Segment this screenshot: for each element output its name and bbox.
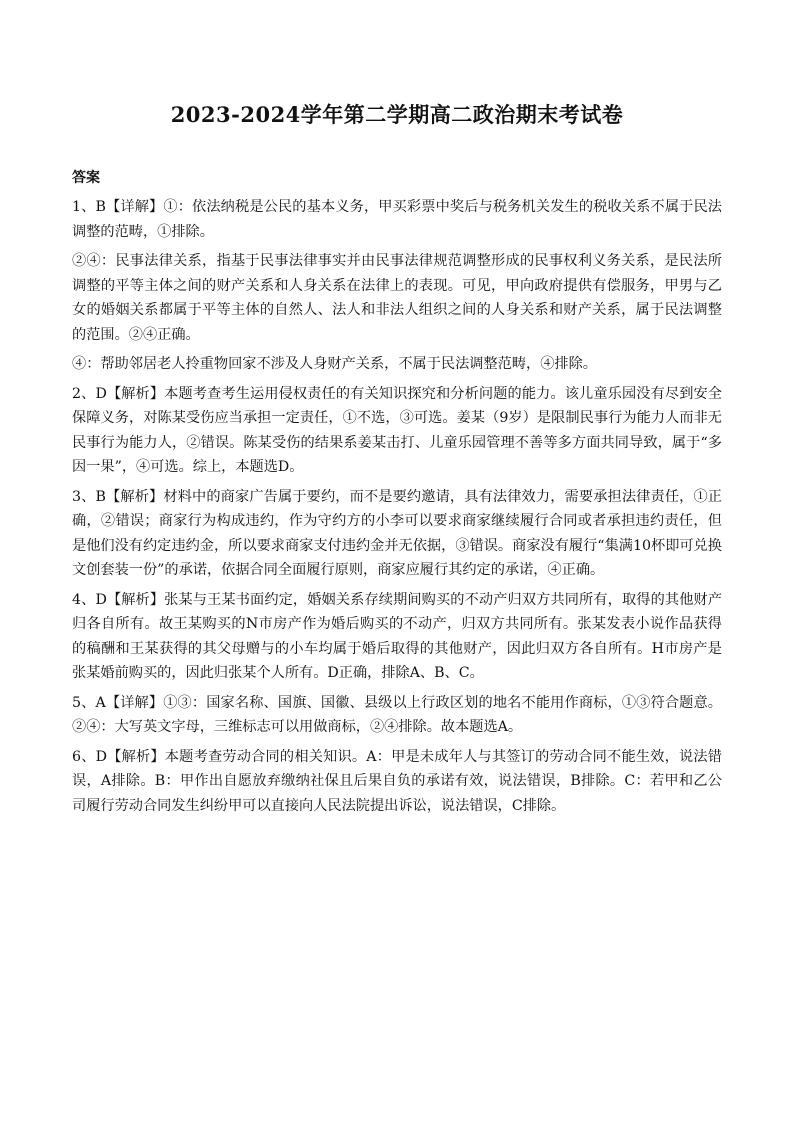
- answers-heading: 答案: [72, 170, 100, 186]
- answer-5-paragraph: 5、A【详解】①③：国家名称、国旗、国徽、县级以上行政区划的地名不能用作商标，①③符合题意。②④：大写英文字母，三维标志可以用做商标，②④排除。故本题选A。: [72, 694, 722, 735]
- answer-6-paragraph: 6、D【解析】本题考查劳动合同的相关知识。A：甲是未成年人与其签订的劳动合同不能生效，说法错误，A排除。B：甲作出自愿放弃缴纳社保且后果自负的承诺有效，说法错误，B排除。C：若甲和乙公司履行劳动合同发生纠纷甲可以直接向人民法院提出诉讼，说法错误，C排除。: [72, 748, 722, 814]
- answer-3-paragraph: 3、B【解析】材料中的商家广告属于要约，而不是要约邀请，具有法律效力，需要承担法律责任，①正确，②错误；商家行为构成违约，作为守约方的小李可以要求商家继续履行合同或者承担违约责任，但是他们没有约定违约金，所以要求商家支付违约金并无依据，③错误。商家没有履行“集满10杯即可兑换文创套装一份”的承诺，依据合同全面履行原则，商家应履行其约定的承诺，④正确。: [72, 488, 722, 578]
- answer-sheet-page: [72, 100, 722, 823]
- page-title: 2023-2024学年第二学期高二政治期末考试卷: [170, 102, 624, 127]
- answer-1-paragraph: 1、B【详解】①：依法纳税是公民的基本义务，甲买彩票中奖后与税务机关发生的税收关系不属于民法调整的范畴，①排除。: [72, 199, 722, 240]
- answer-2-paragraph: 2、D【解析】本题考查考生运用侵权责任的有关知识探究和分析问题的能力。该儿童乐园没有尽到安全保障义务，对陈某受伤应当承担一定责任，①不选，③可选。姜某（9岁）是限制民事行为能力人而非无民事行为能力人，②错误。陈某受伤的结果系姜某击打、儿童乐园管理不善等多方面共同导致，属于“多因一果”，④可选。综上，本题选D。: [72, 385, 722, 475]
- answer-1-analysis-24-paragraph: ②④：民事法律关系，指基于民事法律事实并由民事法律规范调整形成的民事权利义务关系，是民法所调整的平等主体之间的财产关系和人身关系在法律上的表现。可见，甲向政府提供有偿服务，甲男与乙女的婚姻关系都属于平等主体的自然人、法人和非法人组织之间的人身关系和财产关系，属于民法调整的范围。②④正确。: [72, 253, 722, 343]
- answer-4-paragraph: 4、D【解析】张某与王某书面约定，婚姻关系存续期间购买的不动产归双方共同所有，取得的其他财产归各自所有。故王某购买的N市房产作为婚后购买的不动产，归双方共同所有。张某发表小说作品获得的稿酬和王某获得的其父母赠与的小车均属于婚后取得的其他财产，因此归双方各自所有。H市房产是张某婚前购买的，因此归张某个人所有。D正确，排除A、B、C。: [72, 591, 722, 681]
- answer-1-analysis-4-paragraph: ④：帮助邻居老人拎重物回家不涉及人身财产关系，不属于民法调整范畴，④排除。: [72, 356, 597, 372]
